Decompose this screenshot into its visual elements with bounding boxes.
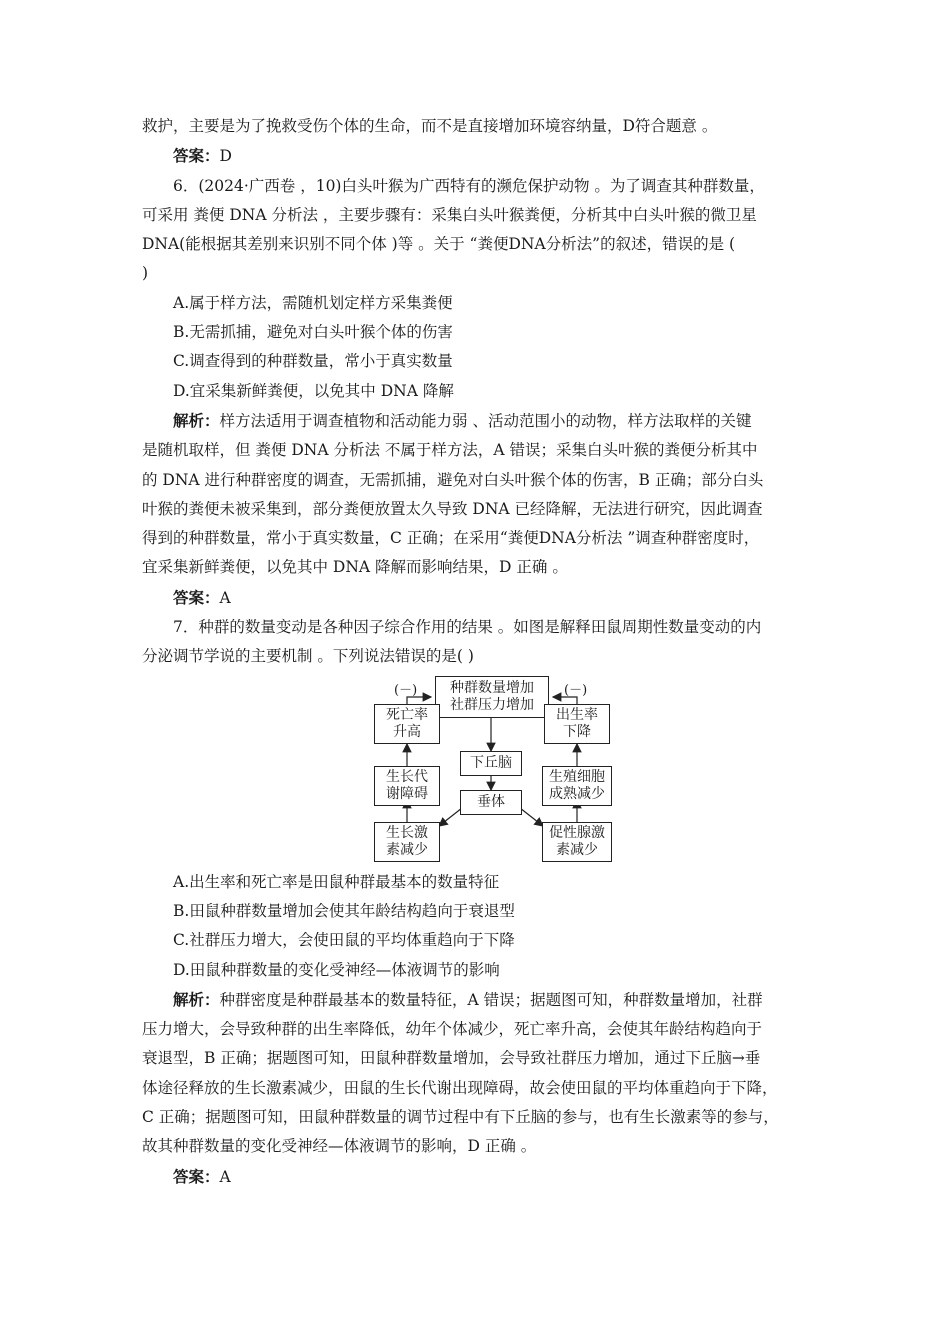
line-label: 解析： bbox=[173, 989, 220, 1009]
line-label: 答案： bbox=[173, 146, 220, 166]
text-line bbox=[142, 956, 818, 985]
box-gonadotropin-down: 促性腺激 素减少 bbox=[542, 822, 612, 862]
line-text: 故其种群数量的变化受神经—体液调节的影响，D 正确 。 bbox=[142, 1137, 537, 1156]
text-line bbox=[142, 495, 818, 524]
text-line bbox=[142, 230, 818, 259]
text-block-bottom bbox=[142, 868, 818, 1192]
minus-left: (－) bbox=[394, 682, 418, 698]
text-line bbox=[142, 289, 818, 318]
line-text: 压力增大，会导致种群的出生率降低，幼年个体减少，死亡率升高，会使其年龄结构趋向于 bbox=[142, 1020, 763, 1039]
line-text: 种群密度是种群最基本的数量特征，A 错误；据题图可知，种群数量增加，社群 bbox=[219, 990, 763, 1009]
text-line bbox=[142, 926, 818, 955]
text-line bbox=[142, 347, 818, 376]
line-text: A bbox=[219, 1167, 231, 1186]
line-text: C.社群压力增大，会使田鼠的平均体重趋向于下降 bbox=[173, 931, 515, 950]
line-text: 样方法适用于调查植物和活动能力弱 、活动范围小的动物，样方法取样的关键 bbox=[219, 411, 752, 430]
line-text: A.出生率和死亡率是田鼠种群最基本的数量特征 bbox=[173, 872, 500, 891]
text-line bbox=[142, 141, 818, 171]
text-line bbox=[142, 406, 818, 436]
line-text: 7．种群的数量变动是各种因子综合作用的结果 。如图是解释田鼠周期性数量变动的内 bbox=[173, 618, 762, 637]
text-line bbox=[142, 897, 818, 926]
text-line bbox=[142, 583, 818, 613]
line-text: 得到的种群数量，常小于真实数量，C 正确；在采用“粪便DNA分析法 ”调查种群密度时， bbox=[142, 529, 760, 548]
text-line bbox=[142, 112, 818, 141]
line-text: 6．(2024·广西卷 ，10)白头叶猴为广西特有的濒危保护动物 。为了调查其种群数量， bbox=[173, 176, 765, 195]
text-line bbox=[142, 172, 818, 201]
document-page bbox=[142, 112, 818, 1192]
text-line bbox=[142, 524, 818, 553]
box-growth-disorder: 生长代 谢障碍 bbox=[374, 766, 440, 806]
box-pituitary: 垂体 bbox=[460, 790, 522, 815]
text-line bbox=[142, 259, 818, 288]
box-growth-hormone-down: 生长激 素减少 bbox=[374, 822, 440, 862]
line-label: 答案： bbox=[173, 1166, 220, 1186]
line-text: A bbox=[219, 588, 231, 607]
minus-right: (－) bbox=[564, 682, 588, 698]
box-germ-cell-down: 生殖细胞 成熟减少 bbox=[542, 766, 612, 806]
line-text: DNA(能根据其差别来识别不同个体 )等 。关于 “粪便DNA分析法”的叙述，错误的是 ( bbox=[142, 235, 736, 254]
text-line bbox=[142, 1103, 818, 1132]
text-line bbox=[142, 868, 818, 897]
line-text: 体途径释放的生长激素减少，田鼠的生长代谢出现障碍，故会使田鼠的平均体重趋向于下降， bbox=[142, 1078, 778, 1097]
line-text: D bbox=[219, 147, 232, 166]
line-label: 解析： bbox=[173, 410, 220, 430]
box-population-increase: 种群数量增加 社群压力增加 bbox=[435, 676, 549, 718]
line-text: ) bbox=[142, 264, 149, 283]
line-text: 可采用 粪便 DNA 分析法 ，主要步骤有：采集白头叶猴粪便，分析其中白头叶猴的微卫星 bbox=[142, 205, 757, 224]
line-text: B.田鼠种群数量增加会使其年龄结构趋向于衰退型 bbox=[173, 901, 515, 920]
text-line bbox=[142, 201, 818, 230]
text-line bbox=[142, 466, 818, 495]
line-text: 衰退型，B 正确；据题图可知，田鼠种群数量增加，会导致社群压力增加，通过下丘脑→垂 bbox=[142, 1049, 761, 1068]
text-line bbox=[142, 1132, 818, 1161]
line-text: 的 DNA 进行种群密度的调查，无需抓捕，避免对白头叶猴个体的伤害，B 正确；部分白头 bbox=[142, 470, 764, 489]
line-text: 是随机取样，但 粪便 DNA 分析法 不属于样方法，A 错误；采集白头叶猴的粪便分析其中 bbox=[142, 441, 758, 460]
text-line bbox=[142, 377, 818, 406]
line-text: 救护，主要是为了挽救受伤个体的生命，而不是直接增加环境容纳量，D符合题意 。 bbox=[142, 117, 718, 135]
box-birth-rate-down: 出生率 下降 bbox=[544, 704, 610, 744]
line-text: D.宜采集新鲜粪便，以免其中 DNA 降解 bbox=[173, 381, 454, 400]
text-line bbox=[142, 1162, 818, 1192]
text-line bbox=[142, 1044, 818, 1073]
line-text: 分泌调节学说的主要机制 。下列说法错误的是( ) bbox=[142, 647, 474, 666]
text-line bbox=[142, 436, 818, 465]
text-line bbox=[142, 985, 818, 1015]
text-line bbox=[142, 1074, 818, 1103]
text-block-top bbox=[142, 112, 818, 672]
text-line bbox=[142, 613, 818, 642]
line-text: C 正确；据题图可知，田鼠种群数量的调节过程中有下丘脑的参与，也有生长激素等的参与， bbox=[142, 1108, 779, 1127]
line-text: B.无需抓捕，避免对白头叶猴个体的伤害 bbox=[173, 323, 453, 342]
line-text: A.属于样方法，需随机划定样方采集粪便 bbox=[173, 293, 453, 312]
line-text: D.田鼠种群数量的变化受神经—体液调节的影响 bbox=[173, 960, 500, 979]
regulation-diagram bbox=[142, 672, 818, 868]
text-line bbox=[142, 642, 818, 671]
line-text: 宜采集新鲜粪便，以免其中 DNA 降解而影响结果，D 正确 。 bbox=[142, 558, 568, 577]
line-text: C.调查得到的种群数量，常小于真实数量 bbox=[173, 352, 453, 371]
box-death-rate-up: 死亡率 升高 bbox=[374, 704, 440, 744]
text-line bbox=[142, 318, 818, 347]
line-text: 叶猴的粪便未被采集到，部分粪便放置太久导致 DNA 已经降解，无法进行研究，因此调查 bbox=[142, 499, 763, 518]
line-label: 答案： bbox=[173, 587, 220, 607]
text-line bbox=[142, 1015, 818, 1044]
text-line bbox=[142, 553, 818, 582]
box-hypothalamus: 下丘脑 bbox=[460, 751, 522, 776]
